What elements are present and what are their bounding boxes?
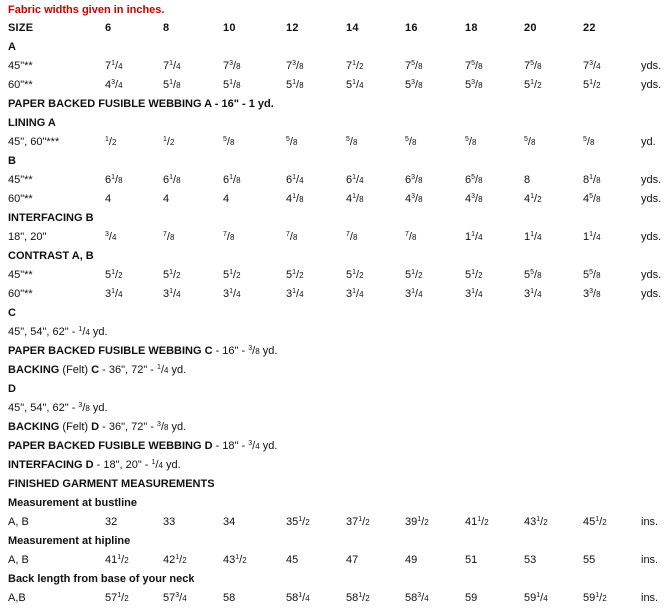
table-row <box>0 18 669 38</box>
yardage-cell: $7^1/2$ <box>346 60 364 72</box>
section-heading: PAPER BACKED FUSIBLE WEBBING A - 16" - 1 yd. <box>8 98 274 110</box>
yardage-cell: 51 <box>465 554 478 566</box>
section-row <box>0 341 669 361</box>
table-row <box>0 170 669 190</box>
yardage-cell: $1^1/4$ <box>583 231 601 243</box>
unit-label: yds. <box>641 288 662 300</box>
table-row <box>0 75 669 95</box>
yardage-cell: 32 <box>105 516 118 528</box>
yardage-cell: $5^1/2$ <box>524 79 542 91</box>
yardage-cell: $7^5/8$ <box>465 60 483 72</box>
yardage-cell: 4 <box>223 193 230 205</box>
yardage-cell: 33 <box>163 516 176 528</box>
table-row <box>0 227 669 247</box>
yardage-cell: $5^1/8$ <box>163 79 181 91</box>
fabric-width-label: A, B <box>8 516 29 528</box>
yardage-cell: $5^1/2$ <box>346 269 364 281</box>
yardage-cell: $42^1/2$ <box>163 554 187 566</box>
requirement-line: INTERFACING D - 18", 20" - $^1$/4 yd. <box>8 459 181 471</box>
yardage-cell: 4 <box>163 193 170 205</box>
yardage-cell: $3^1/4$ <box>286 288 304 300</box>
yardage-cell: $6^1/4$ <box>346 174 364 186</box>
yardage-cell: $58^3/4$ <box>405 592 429 604</box>
yardage-cell: $^5$/8 <box>346 136 358 148</box>
fabric-width-label: 45"** <box>8 60 33 72</box>
section-heading: D <box>8 383 16 395</box>
requirement-line: BACKING (Felt) D - 36", 72" - $^3$/8 yd. <box>8 421 187 433</box>
yardage-cell: $^5$/8 <box>465 136 477 148</box>
yardage-cell: $4^1/2$ <box>524 193 542 205</box>
yardage-cell: 59 <box>465 592 478 604</box>
yardage-cell: $41^1/2$ <box>105 554 129 566</box>
yardage-cell: $7^5/8$ <box>524 60 542 72</box>
yardage-cell: $8^1/8$ <box>583 174 601 186</box>
yardage-cell: $7^5/8$ <box>405 60 423 72</box>
yardage-cell: $4^3/4$ <box>105 79 123 91</box>
fabric-width-label: A, B <box>8 554 29 566</box>
size-header-cell: 20 <box>524 22 537 34</box>
table-row <box>0 588 669 608</box>
yardage-cell: $5^1/4$ <box>346 79 364 91</box>
yardage-cell: $^1$/2 <box>105 136 117 148</box>
section-heading: LINING A <box>8 117 56 129</box>
yardage-cell: $^7$/8 <box>405 231 417 243</box>
yardage-cell: $4^1/8$ <box>286 193 304 205</box>
yardage-cell: $7^1/4$ <box>105 60 123 72</box>
yardage-cell: $^5$/8 <box>223 136 235 148</box>
table-row <box>0 550 669 570</box>
yardage-cell: 49 <box>405 554 418 566</box>
section-row <box>0 37 669 57</box>
yardage-cell: $7^3/8$ <box>286 60 304 72</box>
yardage-cell: $3^1/4$ <box>346 288 364 300</box>
yardage-cell: $6^1/4$ <box>286 174 304 186</box>
section-heading: A <box>8 41 16 53</box>
yardage-cell: $43^1/2$ <box>223 554 247 566</box>
yardage-cell: $58^1/4$ <box>286 592 310 604</box>
section-row <box>0 474 669 494</box>
yardage-cell: $7^3/8$ <box>223 60 241 72</box>
yardage-cell: $^3$/4 <box>105 231 117 243</box>
yardage-cell: $^7$/8 <box>223 231 235 243</box>
yardage-cell: $41^1/2$ <box>465 516 489 528</box>
yardage-cell: $^7$/8 <box>286 231 298 243</box>
size-header-cell: 16 <box>405 22 418 34</box>
yardage-cell: $5^5/8$ <box>524 269 542 281</box>
yardage-cell: 8 <box>524 174 531 186</box>
yardage-cell: $3^1/4$ <box>524 288 542 300</box>
yardage-cell: $5^1/2$ <box>105 269 123 281</box>
size-header-cell: 14 <box>346 22 359 34</box>
yardage-cell: $7^1/4$ <box>163 60 181 72</box>
fabric-width-label: 60"** <box>8 79 33 91</box>
section-heading: INTERFACING B <box>8 212 94 224</box>
section-row <box>0 493 669 513</box>
section-heading: Measurement at hipline <box>8 535 131 547</box>
section-heading: Back length from base of your neck <box>8 573 195 585</box>
section-heading: B <box>8 155 16 167</box>
header-note: Fabric widths given in inches. <box>8 4 165 16</box>
yardage-cell: $5^1/2$ <box>583 79 601 91</box>
fabric-width-label: 60"** <box>8 193 33 205</box>
requirement-line: BACKING (Felt) C - 36", 72" - $^1$/4 yd. <box>8 364 187 376</box>
unit-label: ins. <box>641 516 659 528</box>
yardage-cell: $3^1/4$ <box>105 288 123 300</box>
yardage-cell: 58 <box>223 592 236 604</box>
section-row <box>0 246 669 266</box>
section-row <box>0 303 669 323</box>
yardage-cell: $5^3/8$ <box>465 79 483 91</box>
section-heading: CONTRAST A, B <box>8 250 94 262</box>
section-row <box>0 151 669 171</box>
yardage-cell: $1^1/4$ <box>465 231 483 243</box>
yardage-cell: $6^5/8$ <box>465 174 483 186</box>
yardage-cell: $5^1/8$ <box>223 79 241 91</box>
yardage-cell: $^5$/8 <box>286 136 298 148</box>
section-row <box>0 398 669 418</box>
yardage-cell: 34 <box>223 516 236 528</box>
section-row <box>0 360 669 380</box>
yardage-cell: 45 <box>286 554 299 566</box>
yardage-cell: $3^1/4$ <box>465 288 483 300</box>
yardage-cell: 47 <box>346 554 359 566</box>
size-header-cell: 10 <box>223 22 236 34</box>
unit-label: yds. <box>641 174 662 186</box>
yardage-cell: $^5$/8 <box>405 136 417 148</box>
yardage-cell: $5^1/2$ <box>286 269 304 281</box>
yardage-cell: $5^1/2$ <box>465 269 483 281</box>
yardage-cell: $^1$/2 <box>163 136 175 148</box>
table-row <box>0 189 669 209</box>
yardage-cell: $3^1/4$ <box>163 288 181 300</box>
fabric-width-label: 45"** <box>8 174 33 186</box>
yardage-cell: $57^1/2$ <box>105 592 129 604</box>
yardage-cell: $4^3/8$ <box>465 193 483 205</box>
section-row <box>0 379 669 399</box>
section-row <box>0 531 669 551</box>
yardage-cell: $6^1/8$ <box>163 174 181 186</box>
yardage-cell: $^5$/8 <box>524 136 536 148</box>
yardage-cell: $6^3/8$ <box>405 174 423 186</box>
section-heading: FINISHED GARMENT MEASUREMENTS <box>8 478 215 490</box>
yardage-cell: $4^3/8$ <box>405 193 423 205</box>
yardage-cell: $7^3/4$ <box>583 60 601 72</box>
fabric-width-label: 45", 60"*** <box>8 136 60 148</box>
yardage-cell: $^7$/8 <box>346 231 358 243</box>
size-header-cell: 22 <box>583 22 596 34</box>
section-row <box>0 436 669 456</box>
yardage-cell: $3^1/4$ <box>223 288 241 300</box>
yardage-cell: $59^1/2$ <box>583 592 607 604</box>
size-header-label: SIZE <box>8 22 34 34</box>
yardage-cell: $5^1/8$ <box>286 79 304 91</box>
size-header-cell: 18 <box>465 22 478 34</box>
unit-label: yds. <box>641 231 662 243</box>
yardage-cell: $3^3/8$ <box>583 288 601 300</box>
yardage-cell: 4 <box>105 193 112 205</box>
fabric-width-label: A,B <box>8 592 26 604</box>
yardage-cell: $1^1/4$ <box>524 231 542 243</box>
section-row <box>0 322 669 342</box>
yardage-cell: $4^5/8$ <box>583 193 601 205</box>
section-row <box>0 208 669 228</box>
yardage-cell: $57^3/4$ <box>163 592 187 604</box>
section-row <box>0 569 669 589</box>
requirement-line: 45", 54", 62" - $^1$/4 yd. <box>8 326 108 338</box>
yardage-cell: $5^1/2$ <box>163 269 181 281</box>
unit-label: ins. <box>641 554 659 566</box>
table-row <box>0 265 669 285</box>
section-row <box>0 94 669 114</box>
table-row <box>0 512 669 532</box>
yardage-cell: $5^5/8$ <box>583 269 601 281</box>
section-row <box>0 417 669 437</box>
yardage-cell: $5^1/2$ <box>223 269 241 281</box>
section-row <box>0 113 669 133</box>
table-row <box>0 132 669 152</box>
yardage-cell: $4^1/8$ <box>346 193 364 205</box>
unit-label: yds. <box>641 193 662 205</box>
yardage-cell: $58^1/2$ <box>346 592 370 604</box>
yardage-cell: $5^1/2$ <box>405 269 423 281</box>
yardage-cell: $45^1/2$ <box>583 516 607 528</box>
yardage-cell: $39^1/2$ <box>405 516 429 528</box>
yardage-cell: $43^1/2$ <box>524 516 548 528</box>
yardage-cell: $35^1/2$ <box>286 516 310 528</box>
yardage-cell: $6^1/8$ <box>223 174 241 186</box>
yardage-cell: $3^1/4$ <box>405 288 423 300</box>
size-header-cell: 12 <box>286 22 299 34</box>
unit-label: yds. <box>641 269 662 281</box>
requirement-line: PAPER BACKED FUSIBLE WEBBING C - 16" - $^3$/8 yd. <box>8 345 278 357</box>
yardage-cell: 53 <box>524 554 537 566</box>
yardage-cell: $^7$/8 <box>163 231 175 243</box>
unit-label: yds. <box>641 60 662 72</box>
table-row <box>0 56 669 76</box>
yardage-cell: $37^1/2$ <box>346 516 370 528</box>
section-heading: C <box>8 307 16 319</box>
yardage-cell: 55 <box>583 554 596 566</box>
yardage-cell: $^5$/8 <box>583 136 595 148</box>
yardage-cell: $59^1/4$ <box>524 592 548 604</box>
section-row <box>0 455 669 475</box>
section-heading: Measurement at bustline <box>8 497 137 509</box>
unit-label: yds. <box>641 79 662 91</box>
fabric-width-label: 60"** <box>8 288 33 300</box>
requirement-line: 45", 54", 62" - $^3$/8 yd. <box>8 402 108 414</box>
yardage-cell: $6^1/8$ <box>105 174 123 186</box>
fabric-width-label: 18", 20" <box>8 231 47 243</box>
yardage-cell: $5^3/8$ <box>405 79 423 91</box>
size-header-cell: 8 <box>163 22 170 34</box>
unit-label: ins. <box>641 592 659 604</box>
size-header-cell: 6 <box>105 22 112 34</box>
unit-label: yd. <box>641 136 656 148</box>
table-row <box>0 284 669 304</box>
requirement-line: PAPER BACKED FUSIBLE WEBBING D - 18" - $^3$/4 yd. <box>8 440 278 452</box>
fabric-width-label: 45"** <box>8 269 33 281</box>
